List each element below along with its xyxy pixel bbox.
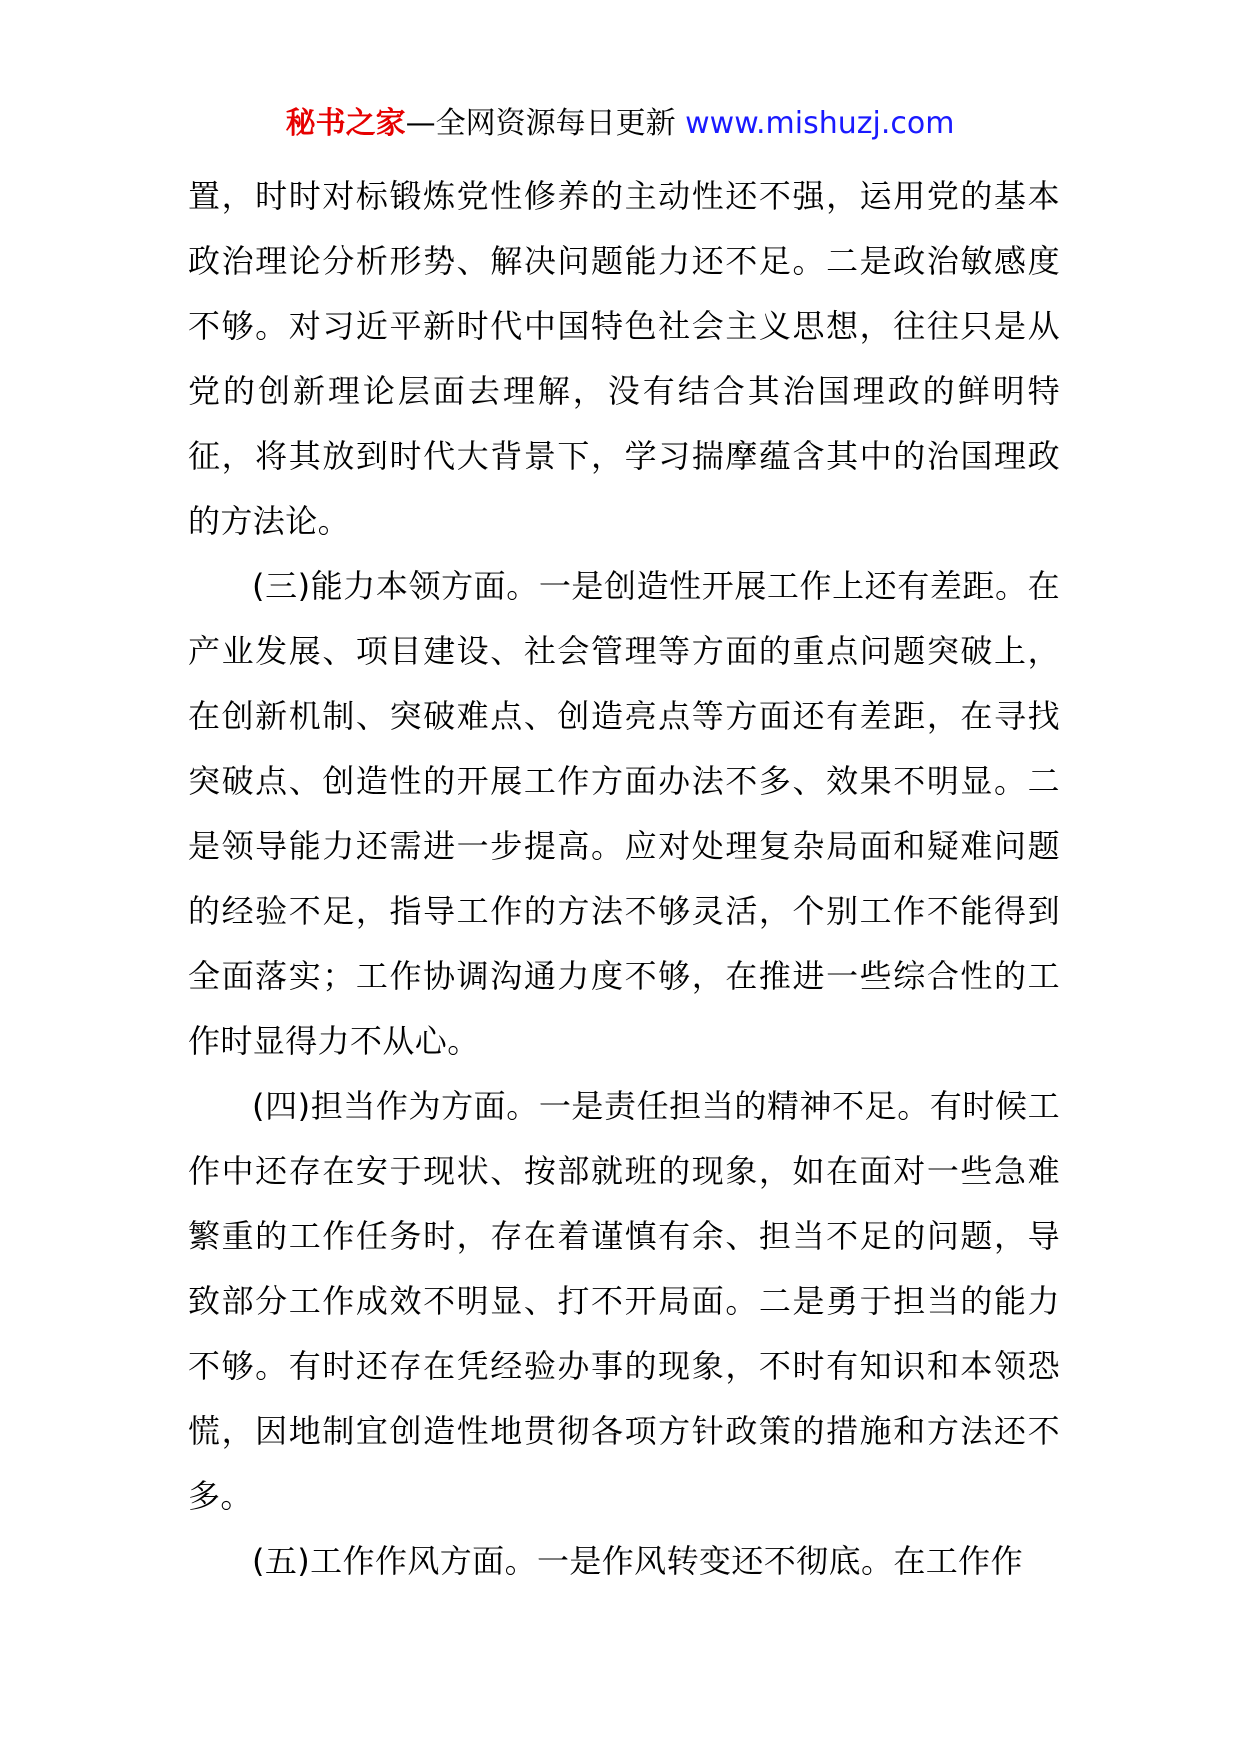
paragraph-responsibility: (四)担当作为方面。一是责任担当的精神不足。有时候工作中还存在安于现状、按部就班的现象，如在面对一些急难繁重的工作任务时，存在着谨慎有余、担当不足的问题，导致部分工作成效不明显、打不开局面。二是勇于担当的能力不够。有时还存在凭经验办事的现象，不时有知识和本领恐慌，因地制宜创造性地贯彻各项方针政策的措施和方法还不多。 — [188, 1087, 1060, 1515]
header-tagline: —全网资源每日更新 — [405, 106, 686, 141]
site-header — [0, 104, 1240, 144]
paragraph-ability: (三)能力本领方面。一是创造性开展工作上还有差距。在产业发展、项目建设、社会管理等方面的重点问题突破上，在创新机制、突破难点、创造亮点等方面还有差距，在寻找突破点、创造性的开展工作方面办法不多、效果不明显。二是领导能力还需进一步提高。应对处理复杂局面和疑难问题的经验不足，指导工作的方法不够灵活，个别工作不能得到全面落实；工作协调沟通力度不够，在推进一些综合性的工作时显得力不从心。 — [188, 567, 1060, 1060]
site-url-link[interactable]: www.mishuzj.com — [685, 106, 955, 141]
document-body — [188, 164, 1060, 1594]
paragraph-continuation: 置，时时对标锻炼党性修养的主动性还不强，运用党的基本政治理论分析形势、解决问题能力还不足。二是政治敏感度不够。对习近平新时代中国特色社会主义思想，往往只是从党的创新理论层面去理解，没有结合其治国理政的鲜明特征，将其放到时代大背景下，学习揣摩蕴含其中的治国理政的方法论。 — [188, 177, 1060, 540]
paragraph-work-style: (五)工作作风方面。一是作风转变还不彻底。在工作作 — [252, 1542, 1023, 1580]
brand-name: 秘书之家 — [285, 106, 406, 141]
